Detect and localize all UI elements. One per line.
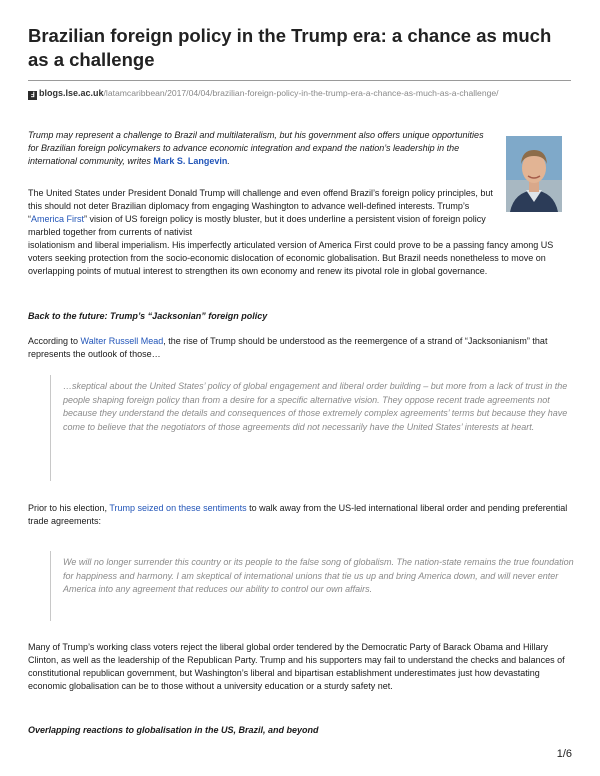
blockquote-1 xyxy=(50,375,581,481)
section-heading-1: Back to the future: Trump’s “Jacksonian” foreign policy xyxy=(28,311,268,321)
p1-text-b: ” vision of US foreign policy is mostly bluster, but it does underline a persistent vision of foreign policy marbled together from currents of nativist xyxy=(28,214,486,237)
p1-text-a: The United States under President Donald Trump will challenge and even offend Brazil’s foreign policy principles, but this should not deter Brazilian diplomacy from engaging Washington to advance well-defined interests. Trump’s “ xyxy=(28,188,493,224)
walter-russell-mead-link[interactable]: Walter Russell Mead xyxy=(80,336,164,346)
author-link[interactable]: Mark S. Langevin xyxy=(153,156,228,166)
blockquote-2-text: We will no longer surrender this country or its people to the false song of globalism. The nation-state remains the true foundation for happiness and harmony. I am skeptical of international unions that tie us up and bring America down, and will never enter America into any agreement that reduces our ability to control our own affairs. xyxy=(63,557,574,594)
intro-end: . xyxy=(227,156,230,166)
paragraph-1-lead xyxy=(28,187,498,239)
p2-text-b: , the rise of Trump should be understood as the reemergence of a strand of “Jacksonianism” that represents the outlook of those… xyxy=(28,336,548,359)
p2-text-a: According to xyxy=(28,336,81,346)
blockquote-2 xyxy=(50,551,581,621)
blockquote-1-text: …skeptical about the United States’ policy of global engagement and liberal order building – but more from a lack of trust in the people shaping foreign policy than from a desire for a specific alternative vision. They oppose recent trade agreements not because they understand the details and consequences of those extremely complex agreements’ terms but because they have come to believe that the negotiators of those agreements did not necessarily have the United States’ interests at heart. xyxy=(63,381,568,432)
paragraph-3 xyxy=(28,502,573,528)
paragraph-1 xyxy=(28,187,573,278)
source-line xyxy=(28,88,573,100)
page-number: 1/6 xyxy=(556,748,572,760)
intro-paragraph xyxy=(28,129,494,168)
america-first-link[interactable]: America First xyxy=(31,214,85,224)
source-domain[interactable]: blogs.lse.ac.uk xyxy=(39,88,104,98)
lse-logo-icon: Ⅎ xyxy=(28,91,37,100)
p1-text-c: isolationism and liberal imperialism. His imperfectly articulated version of America First could prove to be a passing fancy among US voters seeking protection from the socio-economic dislocation of economic globalisation. But Brazil needs nonetheless to move on overlapping points of mutual interest to strengthen its own economy and renew its pivotal role in global governance. xyxy=(28,240,554,276)
paragraph-4: Many of Trump’s working class voters reject the liberal global order tendered by the Democratic Party of Barack Obama and Hillary Clinton, as well as the leadership of the Republican Party. Trump and his supporters may fail to understand the checks and balances of constitutional republican government, but Washington’s liberal and bipartisan establishment underestimates just how devastating economic globalisation can be to those without a university education or a sturdy safety net. xyxy=(28,642,565,691)
section-heading-2: Overlapping reactions to globalisation in the US, Brazil, and beyond xyxy=(28,725,319,735)
source-path[interactable]: /latamcaribbean/2017/04/04/brazilian-foreign-policy-in-the-trump-era-a-chance-as-much-as-a-challenge/ xyxy=(103,88,499,98)
p3-text-a: Prior to his election, xyxy=(28,503,110,513)
article-title: Brazilian foreign policy in the Trump era: a chance as much as a challenge xyxy=(28,25,552,70)
title-divider xyxy=(28,80,571,81)
intro-text: Trump may represent a challenge to Brazil and multilateralism, but his government also offers unique opportunities for Brazilian foreign policymakers to advance economic integration and expand the nation’s leadership in the international community, writes xyxy=(28,130,484,166)
p3-text-b: to walk away from the US-led international liberal order and pending preferential trade agreements: xyxy=(28,503,568,526)
trump-sentiments-link[interactable]: Trump seized on these sentiments xyxy=(109,503,247,513)
paragraph-2 xyxy=(28,335,573,361)
